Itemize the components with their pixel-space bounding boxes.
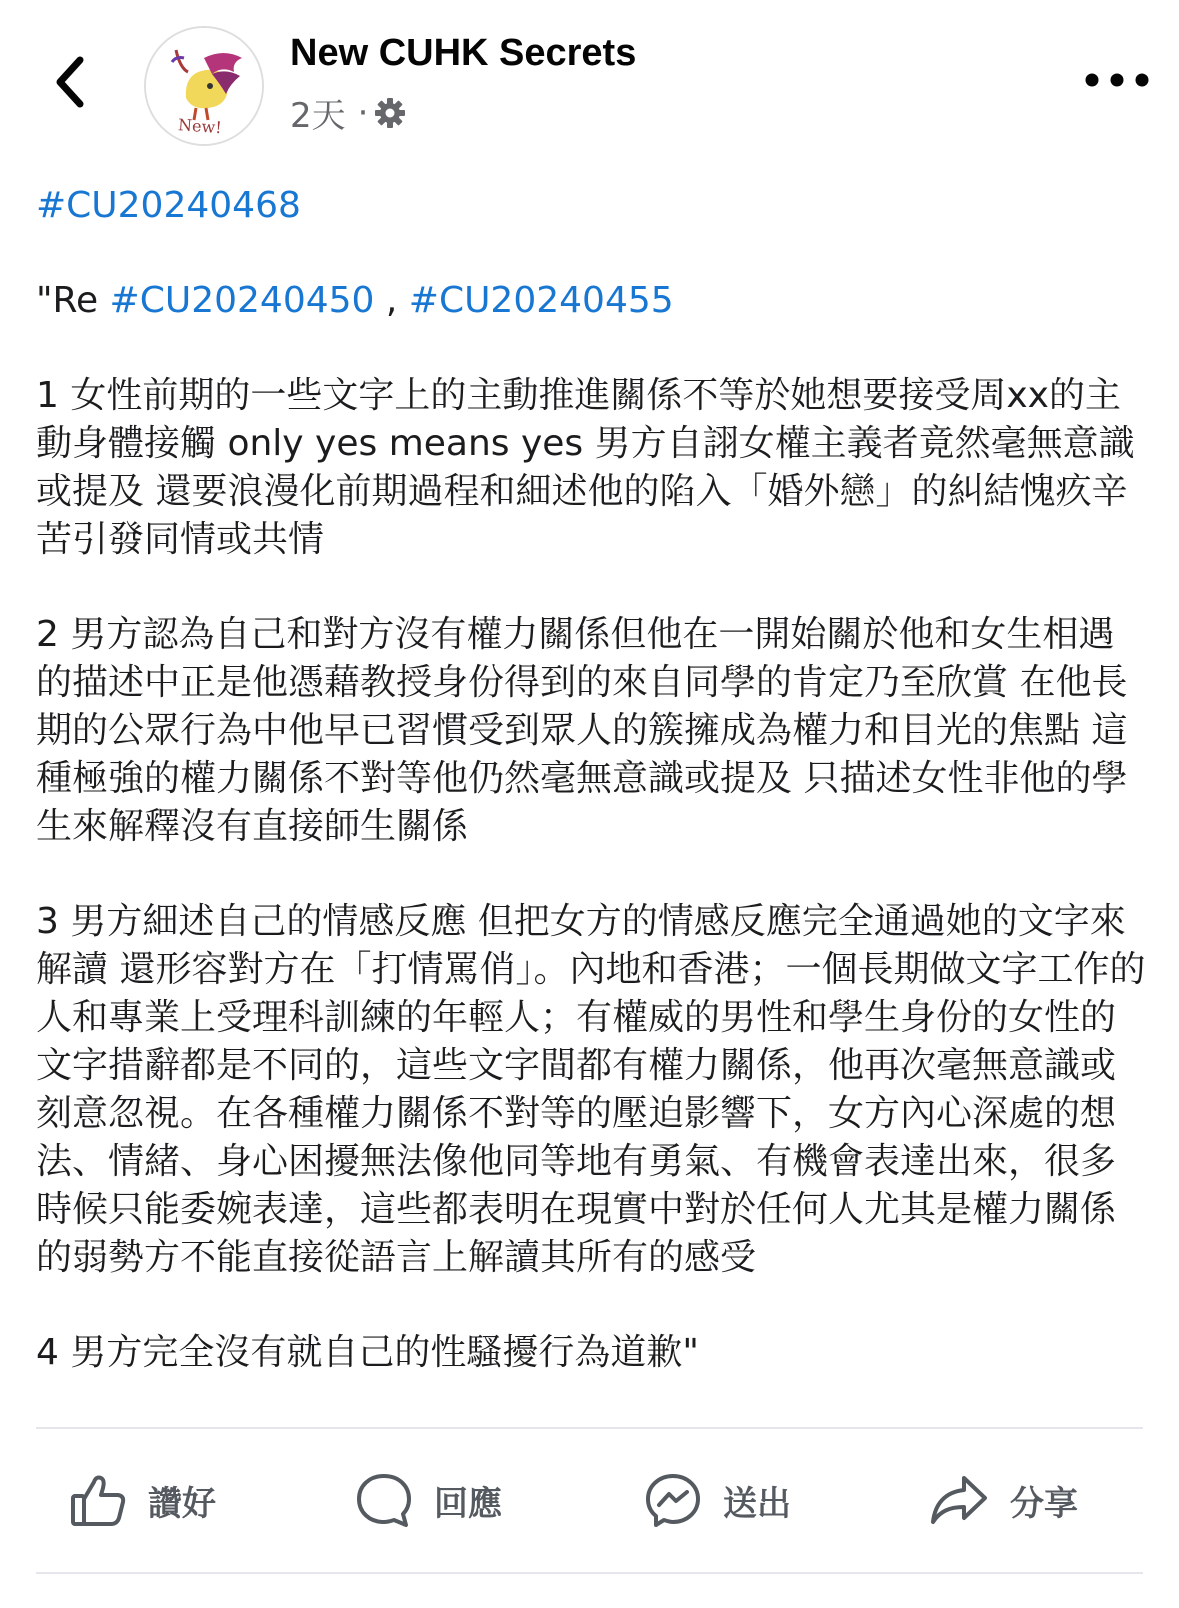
messenger-icon: [645, 1472, 701, 1528]
thumbs-up-icon: [70, 1472, 126, 1528]
back-button[interactable]: [48, 52, 98, 112]
hashtag-reference-1[interactable]: #CU20240450: [109, 280, 375, 321]
post-paragraph-1: 1 女性前期的一些文字上的主動推進關係不等於她想要接受周xx的主動身體接觸 only yes means yes 男方自詡女權主義者竟然毫無意識或提及 還要浪漫化前期過程和細述他的陷入「婚外戀」的糾結愧疚辛苦引發同情或共情: [36, 375, 1135, 560]
avatar-text: New!: [177, 115, 223, 138]
action-bar: [0, 1450, 1179, 1550]
share-button[interactable]: [930, 1450, 1078, 1550]
reply-reference-line: [36, 277, 1146, 325]
post-meta: [290, 88, 406, 137]
hashtag-reference-2[interactable]: #CU20240455: [408, 280, 674, 321]
more-horizontal-icon: [1080, 66, 1160, 96]
like-label: 讚好: [148, 1483, 216, 1524]
meta-separator: ·: [357, 92, 369, 133]
share-arrow-icon: [930, 1472, 988, 1528]
divider-top: [36, 1427, 1143, 1429]
chevron-left-icon: [48, 52, 98, 112]
more-options-button[interactable]: [1080, 66, 1160, 96]
page-name[interactable]: New CUHK Secrets: [290, 32, 637, 74]
send-button[interactable]: [645, 1450, 791, 1550]
post-paragraph-2: 2 男方認為自己和對方沒有權力關係但他在一開始關於他和女生相遇的描述中正是他憑藉教授身份得到的來自同學的肯定乃至欣賞 在他長期的公眾行為中他早已習慣受到眾人的簇擁成為權力和目光的焦點 這種極強的權力關係不對等他仍然毫無意識或提及 只描述女性非他的學生來解釋沒有直接師生關係: [36, 614, 1128, 847]
comment-icon: [356, 1472, 412, 1528]
post-timestamp[interactable]: 2天: [290, 96, 346, 136]
send-label: 送出: [723, 1483, 791, 1524]
comment-label: 回應: [434, 1483, 502, 1524]
re-prefix: "Re: [36, 280, 110, 321]
hashtag-post-id[interactable]: #CU20240468: [36, 185, 301, 226]
avatar-logo: [146, 28, 262, 144]
share-label: 分享: [1010, 1483, 1078, 1524]
post-paragraph-3: 3 男方細述自己的情感反應 但把女方的情感反應完全通過她的文字來解讀 還形容對方在「打情罵俏」。內地和香港；一個長期做文字工作的人和專業上受理科訓練的年輕人；有權威的男性和學生身份的女性的文字措辭都是不同的，這些文字間都有權力關係，他再次毫無意識或刻意忽視。在各種權力關係不對等的壓迫影響下，女方內心深處的想法、情緒、身心困擾無法像他同等地有勇氣、有機會表達出來，很多時候只能委婉表達，這些都表明在現實中對於任何人尤其是權力關係的弱勢方不能直接從語言上解讀其所有的感受: [36, 901, 1146, 1278]
comment-button[interactable]: [356, 1450, 502, 1550]
post-body: [36, 182, 1146, 1377]
post-paragraph-4: 4 男方完全沒有就自己的性騷擾行為道歉": [36, 1332, 699, 1373]
avatar[interactable]: [144, 26, 264, 146]
divider-bottom: [36, 1572, 1143, 1574]
post-id-line: [36, 182, 1146, 230]
post-header: [0, 0, 1179, 160]
like-button[interactable]: [70, 1450, 216, 1550]
re-separator: ,: [374, 280, 409, 321]
gear-icon: [374, 97, 406, 129]
